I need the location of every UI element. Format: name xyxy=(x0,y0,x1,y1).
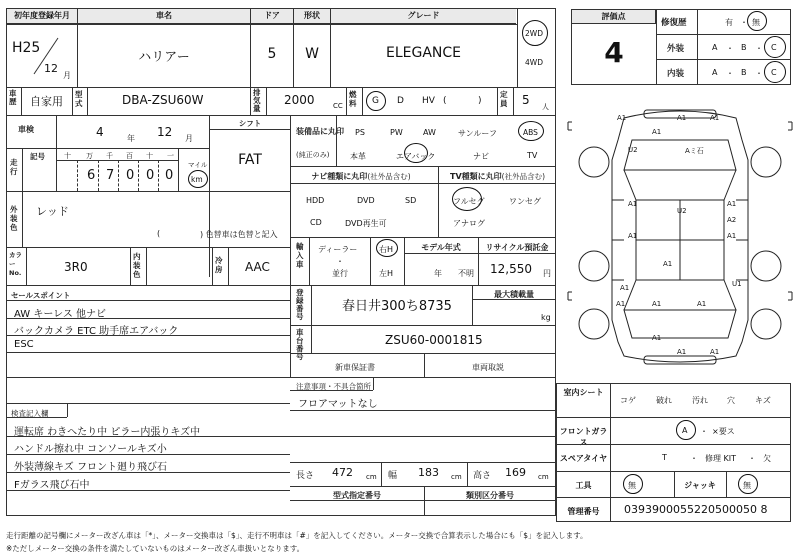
inspector-line-2: ハンドル擦れ中 コンソールキズ小 xyxy=(14,444,167,455)
equip-navi: ナビ xyxy=(473,152,489,161)
navi-sd: SD xyxy=(405,196,417,205)
fuel-paren-open: ( xyxy=(443,96,447,106)
tv-sub: (社外品含む) xyxy=(501,172,545,181)
diag-mark-6: U2 xyxy=(677,207,687,215)
width-value: 183 xyxy=(418,466,439,479)
notes-text: フロアマットなし xyxy=(298,399,378,410)
diag-mark-4: U2 xyxy=(628,146,638,154)
model-value: DBA-ZSU60W xyxy=(122,93,204,107)
interior-color-label: 内装色 xyxy=(133,252,141,279)
disp-value: 2000 xyxy=(284,93,315,107)
mileage-digit-4: 0 xyxy=(146,168,155,183)
tools-label: 工具 xyxy=(575,481,592,490)
color-note: ) 色替車は色替と記入 xyxy=(200,230,278,239)
height-value: 169 xyxy=(505,466,526,479)
sales-points-label: セールスポイント xyxy=(11,291,71,300)
diag-mark-7: A1 xyxy=(727,200,737,208)
ext-grade-dot1: ・ xyxy=(726,44,734,53)
seat-opt-2: 汚れ xyxy=(692,396,708,405)
tv-label-text: TV種類に丸印 xyxy=(449,172,502,181)
navi-hdd: HDD xyxy=(306,196,325,205)
control-value: 0393900055220500050 8 xyxy=(624,503,768,516)
ext-grade-a: A xyxy=(712,43,718,52)
import-left-h: 左H xyxy=(379,269,394,278)
recycle-unit: 円 xyxy=(543,269,551,278)
reg-month: 12 xyxy=(44,62,58,75)
sales-point-3: ESC xyxy=(14,339,34,350)
diag-mark-11: A1 xyxy=(663,260,673,268)
spare-opt-kit: 修理 KIT xyxy=(705,454,737,463)
equipment-sub: (純正のみ) xyxy=(296,151,330,159)
sales-point-1: AW キーレス 他ナビ xyxy=(14,309,107,320)
equip-abs: ABS xyxy=(523,128,538,137)
inspection-label: 車検 xyxy=(18,125,34,134)
inspection-year-unit: 年 xyxy=(127,134,135,143)
registration-label: 登録番号 xyxy=(296,288,304,321)
shift-value: FAT xyxy=(238,152,262,168)
navi-cd: CD xyxy=(310,218,322,227)
import-dealer: ディーラー xyxy=(318,245,358,254)
ac-label: 冷房 xyxy=(215,256,223,274)
inspection-year: 4 xyxy=(96,125,104,139)
max-load-label: 最大積載量 xyxy=(494,290,534,299)
inspector-line-4: Fガラス飛び石中 xyxy=(14,480,90,491)
mileage-digit-2: 7 xyxy=(106,168,115,183)
diag-mark-13: U1 xyxy=(732,280,742,288)
mileage-digit-1: 6 xyxy=(87,168,96,183)
score-value: 4 xyxy=(604,36,624,69)
chassis-value: ZSU60-0001815 xyxy=(385,333,483,347)
fuel-g: G xyxy=(372,96,379,106)
mileage-unit-2: 千 xyxy=(106,152,113,160)
seat-opt-1: 破れ xyxy=(656,396,672,405)
tv-fullseg: フルセグ xyxy=(453,197,485,206)
height-unit: cm xyxy=(538,473,549,481)
jack-label: ジャッキ xyxy=(684,481,716,490)
grade-label: グレード xyxy=(331,9,516,24)
diag-mark-12: A1 xyxy=(620,284,630,292)
cap-unit: 人 xyxy=(542,103,549,111)
tv-oneseg: ワンセグ xyxy=(509,197,541,206)
import-dot: ・ xyxy=(336,257,344,266)
mileage-unit-3: 百 xyxy=(126,152,133,160)
equip-leather: 本革 xyxy=(350,152,366,161)
fuel-d: D xyxy=(397,96,404,106)
equip-aw: AW xyxy=(423,128,436,137)
mileage-digit-5: 0 xyxy=(165,168,174,183)
inspection-month-unit: 月 xyxy=(185,134,193,143)
shape-value: W xyxy=(305,46,319,62)
ac-value: AAC xyxy=(245,260,270,274)
fuel-hv: HV xyxy=(422,96,435,106)
diag-mark-18: A1 xyxy=(677,348,687,356)
diag-mark-3: A1 xyxy=(652,128,662,136)
ext-grade-c: C xyxy=(771,43,777,52)
mileage-unit-1: 万 xyxy=(86,152,93,160)
max-load-unit: kg xyxy=(541,313,551,322)
seat-opt-3: 穴 xyxy=(727,396,735,405)
tv-label xyxy=(440,171,555,182)
cap-label: 定員 xyxy=(500,90,508,108)
disp-unit: CC xyxy=(333,102,343,110)
inspector-label: 検査記入欄 xyxy=(11,409,49,418)
spare-opt-missing: 欠 xyxy=(763,454,771,463)
diag-mark-15: A1 xyxy=(697,300,707,308)
tv-analog: アナログ xyxy=(453,219,485,228)
diag-mark-19: A1 xyxy=(710,348,720,356)
int-grade-dot1: ・ xyxy=(726,69,734,78)
spare-opt-dot2: ・ xyxy=(748,454,756,463)
diag-mark-17: A1 xyxy=(652,334,662,342)
new-car-warranty: 新車保証書 xyxy=(335,363,375,372)
diag-mark-10: A1 xyxy=(727,232,737,240)
km-label: km xyxy=(191,175,203,184)
int-grade-a: A xyxy=(712,68,718,77)
seat-opt-4: キズ xyxy=(755,396,771,405)
navi-label xyxy=(296,171,426,182)
equipment-label: 装備品に丸印 xyxy=(296,127,344,136)
tools-value: 無 xyxy=(628,481,636,490)
ext-grade-b: B xyxy=(741,43,747,52)
mileage-label: 走行 xyxy=(10,158,18,176)
ext-grade-dot2: ・ xyxy=(755,44,763,53)
diag-mark-9: A1 xyxy=(628,232,638,240)
height-label: 高さ xyxy=(473,471,492,481)
sales-point-2: バックカメラ ETC 助手席エアバック xyxy=(14,326,179,337)
reg-month-unit: 月 xyxy=(63,71,71,80)
import-right-h: 右H xyxy=(379,245,394,254)
color-label: 外装色 xyxy=(10,205,18,232)
exterior-label: 外装 xyxy=(667,44,685,54)
shape-label: 形状 xyxy=(294,9,330,24)
inspection-month: 12 xyxy=(157,125,173,139)
int-grade-b: B xyxy=(741,68,747,77)
recycle-value: 12,550 xyxy=(490,262,532,276)
equip-pw: PW xyxy=(390,128,403,137)
control-label: 管理番号 xyxy=(567,507,600,516)
import-label: 輸入車 xyxy=(296,242,304,269)
notes-label: 注意事項・不具合箇所 xyxy=(296,382,371,391)
registration-value: 春日井300ち8735 xyxy=(342,299,452,314)
mileage-mark-label: 記号 xyxy=(30,152,45,161)
inspector-line-3: 外装薄線キズ フロント廻り飛び石 xyxy=(14,462,167,473)
door-value: 5 xyxy=(267,46,277,62)
diag-mark-5: A1 xyxy=(628,200,638,208)
diag-mark-2: A1 xyxy=(710,114,720,122)
spare-opt-dot1: ・ xyxy=(690,454,698,463)
repair-yes: 有 xyxy=(725,18,733,27)
cap-value: 5 xyxy=(522,93,530,107)
color-note-paren: ( xyxy=(157,229,161,238)
diag-mark-20: Aミ石 xyxy=(685,147,704,155)
repair-label: 修復歴 xyxy=(661,18,687,28)
use-label: 車歴 xyxy=(9,89,17,106)
glass-opt-a: A xyxy=(682,426,688,435)
recycle-label: リサイクル預託金 xyxy=(485,243,549,252)
use-value: 自家用 xyxy=(30,95,63,108)
navi-dvd-play: DVD再生可 xyxy=(345,219,387,228)
equip-airbag: エアバック xyxy=(396,152,436,161)
navi-sub: (社外品含む) xyxy=(367,172,411,181)
equip-sunroof: サンルーフ xyxy=(458,129,497,138)
color-value: レッド xyxy=(36,205,69,218)
seat-opt-0: コゲ xyxy=(620,396,636,405)
equip-tv: TV xyxy=(527,151,538,160)
inspector-line-1: 運転席 わきへたり中 ピラー内張りキズ中 xyxy=(14,427,201,438)
spare-opt-t: T xyxy=(662,453,667,462)
class-no-label: 類別区分番号 xyxy=(466,491,514,500)
length-unit: cm xyxy=(366,473,377,481)
seat-label: 室内シート xyxy=(563,388,604,397)
footer-line-2: ※ただしメーター交換の条件を満たしていないものはメーター改ざん車扱いとなります。 xyxy=(6,544,305,553)
glass-label: フロントガラス xyxy=(559,427,608,447)
shift-label: シフト xyxy=(238,119,262,128)
length-value: 472 xyxy=(332,466,353,479)
import-parallel: 並行 xyxy=(332,269,348,278)
name-label: 車名 xyxy=(78,9,250,24)
glass-opt-dot: ・ xyxy=(700,427,708,436)
interior-label: 内装 xyxy=(667,69,685,79)
mileage-unit-5: 一 xyxy=(167,152,174,160)
fuel-paren-close: ) xyxy=(478,96,482,106)
width-label: 幅 xyxy=(388,471,398,481)
chassis-label: 車台番号 xyxy=(296,328,304,361)
grade-value: ELEGANCE xyxy=(385,45,461,61)
reg-year-label: 初年度登録年月 xyxy=(7,9,77,24)
disp-label: 排気量 xyxy=(253,88,261,113)
spare-label: スペアタイヤ xyxy=(559,454,608,463)
equip-ps: PS xyxy=(355,128,365,137)
glass-opt-exchange: ×要ス xyxy=(712,427,735,436)
diag-mark-14: A1 xyxy=(652,300,662,308)
color-no-value: 3R0 xyxy=(64,260,88,274)
repair-none: 無 xyxy=(752,18,760,27)
diag-mark-1: A1 xyxy=(677,114,687,122)
car-damage-diagram xyxy=(562,100,798,370)
navi-dvd: DVD xyxy=(357,196,375,205)
mileage-digit-3: 0 xyxy=(126,168,135,183)
model-designation-label: 型式指定番号 xyxy=(333,491,381,500)
color-no-label: カラーNo. xyxy=(9,251,22,277)
navi-label-text: ナビ種類に丸印 xyxy=(311,172,368,181)
model-label: 型式 xyxy=(75,90,83,108)
score-label: 評価点 xyxy=(572,10,656,24)
door-label: ドア xyxy=(251,9,293,24)
diag-mark-0: A1 xyxy=(617,114,627,122)
int-grade-dot2: ・ xyxy=(755,69,763,78)
mileage-unit-4: 十 xyxy=(146,152,153,160)
fuel-label: 燃料 xyxy=(349,90,357,108)
jack-value: 無 xyxy=(743,481,751,490)
model-year-unknown: 不明 xyxy=(458,269,474,278)
model-year-label: モデル年式 xyxy=(421,243,461,252)
model-year-unit: 年 xyxy=(434,269,442,278)
mile-label: マイル xyxy=(188,161,208,169)
width-unit: cm xyxy=(451,473,462,481)
diag-mark-8: A2 xyxy=(727,216,737,224)
diag-mark-16: A1 xyxy=(616,300,626,308)
car-name: ハリアー xyxy=(138,50,190,65)
reg-era: H25 xyxy=(12,40,41,56)
vehicle-manual: 車両取説 xyxy=(472,363,504,372)
footer-line-1: 走行距離の記号欄にメーター改ざん車は「*」、メーター交換車は「$」、走行不明車は「#」を記入してください。メーター交換で合算表示した場合にも「$」を記入します。 xyxy=(6,531,588,540)
repair-dot: ・ xyxy=(740,18,748,27)
drive-2wd: 2WD xyxy=(525,29,543,38)
length-label: 長さ xyxy=(296,471,315,481)
int-grade-c: C xyxy=(771,68,777,77)
drive-4wd: 4WD xyxy=(525,58,543,67)
mileage-unit-0: 十 xyxy=(64,152,71,160)
